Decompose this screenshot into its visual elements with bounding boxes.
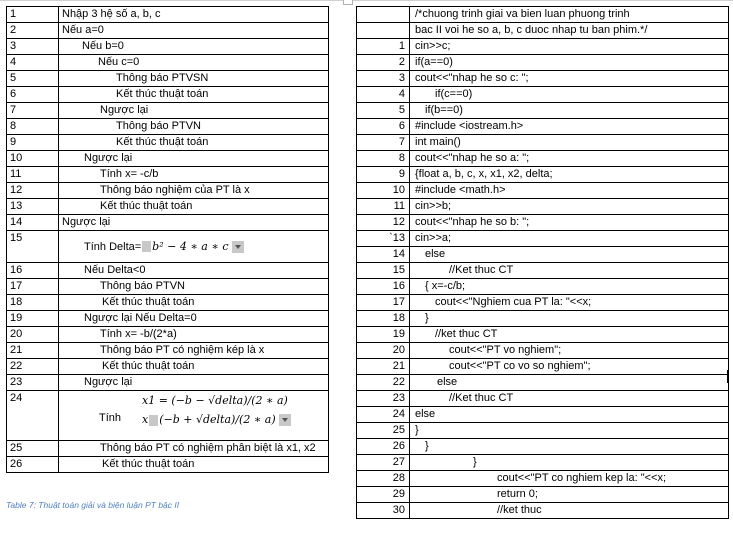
table-row [357, 39, 729, 55]
row-number: 21 [7, 343, 59, 359]
table-move-handle[interactable] [343, 0, 353, 5]
table-row [7, 279, 329, 295]
row-number: 9 [7, 135, 59, 151]
code-line-cell[interactable]: cout<<"PT co vo so nghiem"; [410, 359, 729, 375]
row-number: 7 [7, 103, 59, 119]
root-x2-prefix: x [142, 413, 149, 426]
code-line-cell[interactable]: } [410, 455, 729, 471]
code-line-cell[interactable]: bac II voi he so a, b, c duoc nhap tu ban phim.*/ [410, 23, 729, 39]
code-line-cell[interactable]: cout<<"Nghiem cua PT la: "<<x; [410, 295, 729, 311]
table-row [357, 439, 729, 455]
row-number: 11 [7, 167, 59, 183]
algorithm-step-cell[interactable]: Kết thúc thuật toán [59, 199, 329, 215]
line-number: 29 [357, 487, 410, 503]
code-line-cell[interactable]: #include <iostream.h> [410, 119, 729, 135]
table-row [7, 23, 329, 39]
table-row [7, 359, 329, 375]
root-x1-formula: x1 = (−b − √delta)/(2 ∗ a) [142, 394, 288, 407]
row-number: 10 [7, 151, 59, 167]
table-row [357, 343, 729, 359]
table-row [357, 23, 729, 39]
algorithm-step-cell[interactable]: Ngược lại [59, 375, 329, 391]
table-row [357, 279, 729, 295]
algorithm-step-cell[interactable]: Thông báo PT có nghiệm kép là x [59, 343, 329, 359]
row-number: 24 [7, 391, 59, 441]
code-line-cell[interactable]: {float a, b, c, x, x1, x2, delta; [410, 167, 729, 183]
table-row [357, 199, 729, 215]
equation-handle[interactable] [149, 415, 158, 426]
table-row [7, 7, 329, 23]
code-line-cell[interactable]: cout<<"nhap he so b: "; [410, 215, 729, 231]
algorithm-step-cell[interactable]: Kết thúc thuật toán [59, 87, 329, 103]
code-line-cell[interactable]: } [410, 423, 729, 439]
algorithm-step-cell[interactable]: Thông báo PTVN [59, 279, 329, 295]
table-row [357, 375, 729, 391]
table-row [7, 375, 329, 391]
table-row [7, 311, 329, 327]
code-line-cell[interactable]: cin>>c; [410, 39, 729, 55]
equation-options-dropdown-icon[interactable] [279, 414, 291, 426]
code-line-cell[interactable]: //Ket thuc CT [410, 391, 729, 407]
code-line-cell[interactable]: int main() [410, 135, 729, 151]
algorithm-step-cell[interactable]: Kết thúc thuật toán [59, 295, 329, 311]
line-number: 21 [357, 359, 410, 375]
row-number: 12 [7, 183, 59, 199]
line-number: 7 [357, 135, 410, 151]
table-row [357, 215, 729, 231]
algorithm-step-cell[interactable]: Ngược lại [59, 215, 329, 231]
table-row [7, 215, 329, 231]
line-number [357, 7, 410, 23]
table-row [357, 119, 729, 135]
table-row [7, 87, 329, 103]
algorithm-step-cell[interactable]: Kết thúc thuật toán [59, 135, 329, 151]
table-row [357, 295, 729, 311]
table-row [7, 119, 329, 135]
table-row [7, 135, 329, 151]
table-row [7, 103, 329, 119]
line-number: 1 [357, 39, 410, 55]
table-row [357, 247, 729, 263]
table-row [357, 87, 729, 103]
code-line-cell[interactable]: if(b==0) [410, 103, 729, 119]
table-row [7, 263, 329, 279]
algorithm-step-cell[interactable]: Nếu a=0 [59, 23, 329, 39]
table-row [357, 455, 729, 471]
algorithm-table [6, 6, 329, 473]
line-number: 2 [357, 55, 410, 71]
table-row [357, 503, 729, 519]
row-number: 3 [7, 39, 59, 55]
table-row [357, 151, 729, 167]
code-line-cell[interactable]: //ket thuc [410, 503, 729, 519]
row-number: 14 [7, 215, 59, 231]
equation-handle[interactable] [142, 241, 151, 252]
row-number: 4 [7, 55, 59, 71]
row-number: 2 [7, 23, 59, 39]
line-number: `13 [357, 231, 410, 247]
row-number: 22 [7, 359, 59, 375]
line-number: 4 [357, 87, 410, 103]
code-line-cell[interactable]: else [410, 247, 729, 263]
row-number: 16 [7, 263, 59, 279]
table-row [7, 39, 329, 55]
code-line-cell[interactable]: //ket thuc CT [410, 327, 729, 343]
algorithm-step-cell[interactable]: Nếu c=0 [59, 55, 329, 71]
table-row [7, 183, 329, 199]
code-line-cell[interactable]: else [410, 407, 729, 423]
table-row [7, 199, 329, 215]
row-number: 13 [7, 199, 59, 215]
algorithm-step-cell[interactable]: Nhập 3 hệ số a, b, c [59, 7, 329, 23]
table-row [357, 327, 729, 343]
code-line-cell[interactable]: if(a==0) [410, 55, 729, 71]
line-number: 20 [357, 343, 410, 359]
table-row [7, 55, 329, 71]
table-row [7, 167, 329, 183]
table-row [357, 487, 729, 503]
line-number: 3 [357, 71, 410, 87]
roots-formula-cell[interactable] [59, 391, 329, 441]
line-number: 19 [357, 327, 410, 343]
line-number: 11 [357, 199, 410, 215]
line-number: 26 [357, 439, 410, 455]
line-number: 17 [357, 295, 410, 311]
table-row [357, 167, 729, 183]
table-row [7, 327, 329, 343]
code-line-cell[interactable]: cout<<"PT co nghiem kep la: "<<x; [410, 471, 729, 487]
code-line-cell[interactable]: cout<<"nhap he so a: "; [410, 151, 729, 167]
line-number: 8 [357, 151, 410, 167]
table-row [7, 343, 329, 359]
table-row [357, 71, 729, 87]
roots-label: Tính [99, 412, 122, 424]
line-number: 18 [357, 311, 410, 327]
algorithm-step-cell[interactable]: Ngược lại [59, 151, 329, 167]
line-number: 16 [357, 279, 410, 295]
equation-options-dropdown-icon[interactable] [232, 241, 244, 253]
line-number: 25 [357, 423, 410, 439]
delta-label: Tính Delta= [84, 240, 142, 253]
table-row [357, 103, 729, 119]
row-number: 19 [7, 311, 59, 327]
code-line-cell[interactable]: /*chuong trinh giai va bien luan phuong trinh [410, 7, 729, 23]
table-row [357, 7, 729, 23]
line-number: 23 [357, 391, 410, 407]
delta-formula: b² − 4 ∗ a ∗ c [152, 239, 229, 253]
table-row [7, 151, 329, 167]
line-number: 24 [357, 407, 410, 423]
table-row [357, 311, 729, 327]
row-number: 18 [7, 295, 59, 311]
table-row [357, 231, 729, 247]
table-row [357, 183, 729, 199]
row-number: 26 [7, 457, 59, 473]
algorithm-step-cell[interactable]: Ngược lại [59, 103, 329, 119]
code-line-cell[interactable]: cin>>b; [410, 199, 729, 215]
text-cursor [727, 370, 728, 383]
row-number: 5 [7, 71, 59, 87]
table-row [357, 135, 729, 151]
table-row [7, 391, 329, 441]
table-row [357, 471, 729, 487]
table-row [7, 71, 329, 87]
code-line-cell[interactable]: } [410, 439, 729, 455]
code-line-cell[interactable]: cout<<"PT vo nghiem"; [410, 343, 729, 359]
algorithm-step-cell[interactable]: Kết thúc thuật toán [59, 457, 329, 473]
table-caption: Table 7: Thuật toán giải và biện luận PT bậc II [6, 500, 180, 510]
line-number: 6 [357, 119, 410, 135]
table-row [357, 407, 729, 423]
line-number: 28 [357, 471, 410, 487]
algorithm-step-cell[interactable]: Thông báo PTVSN [59, 71, 329, 87]
table-row [7, 295, 329, 311]
code-line-cell[interactable]: return 0; [410, 487, 729, 503]
code-line-cell[interactable]: #include <math.h> [410, 183, 729, 199]
line-number: 27 [357, 455, 410, 471]
algorithm-step-cell[interactable]: Nếu Delta<0 [59, 263, 329, 279]
code-line-cell[interactable]: //Ket thuc CT [410, 263, 729, 279]
algorithm-step-cell[interactable]: Tính x= -b/(2*a) [59, 327, 329, 343]
code-line-cell[interactable]: } [410, 311, 729, 327]
row-number: 1 [7, 7, 59, 23]
algorithm-step-cell[interactable]: Nếu b=0 [59, 39, 329, 55]
row-number: 17 [7, 279, 59, 295]
algorithm-step-cell[interactable]: Kết thúc thuật toán [59, 359, 329, 375]
ruler-line [0, 0, 733, 1]
row-number: 8 [7, 119, 59, 135]
line-number: 30 [357, 503, 410, 519]
table-row [357, 359, 729, 375]
code-line-cell[interactable]: else [410, 375, 729, 391]
code-table [356, 6, 729, 519]
line-number: 10 [357, 183, 410, 199]
table-row [7, 231, 329, 263]
algorithm-step-cell[interactable]: Ngược lại Nếu Delta=0 [59, 311, 329, 327]
line-number: 15 [357, 263, 410, 279]
line-number [357, 23, 410, 39]
line-number: 22 [357, 375, 410, 391]
row-number: 20 [7, 327, 59, 343]
line-number: 14 [357, 247, 410, 263]
delta-formula-cell[interactable] [59, 231, 329, 263]
root-x2-formula: (−b + √delta)/(2 ∗ a) [159, 413, 276, 426]
table-row [357, 55, 729, 71]
line-number: 5 [357, 103, 410, 119]
line-number: 12 [357, 215, 410, 231]
code-line-cell[interactable]: if(c==0) [410, 87, 729, 103]
algorithm-step-cell[interactable]: Thông báo nghiệm của PT là x [59, 183, 329, 199]
table-row [357, 423, 729, 439]
row-number: 23 [7, 375, 59, 391]
algorithm-step-cell[interactable]: Thông báo PT có nghiệm phân biệt là x1, x2 [59, 441, 329, 457]
table-row [7, 441, 329, 457]
table-row [357, 391, 729, 407]
algorithm-step-cell[interactable]: Thông báo PTVN [59, 119, 329, 135]
table-row [7, 457, 329, 473]
row-number: 15 [7, 231, 59, 263]
code-line-cell[interactable]: cout<<"nhap he so c: "; [410, 71, 729, 87]
code-line-cell[interactable]: { x=-c/b; [410, 279, 729, 295]
row-number: 6 [7, 87, 59, 103]
table-row [357, 263, 729, 279]
line-number: 9 [357, 167, 410, 183]
algorithm-step-cell[interactable]: Tính x= -c/b [59, 167, 329, 183]
code-line-cell[interactable]: cin>>a; [410, 231, 729, 247]
row-number: 25 [7, 441, 59, 457]
